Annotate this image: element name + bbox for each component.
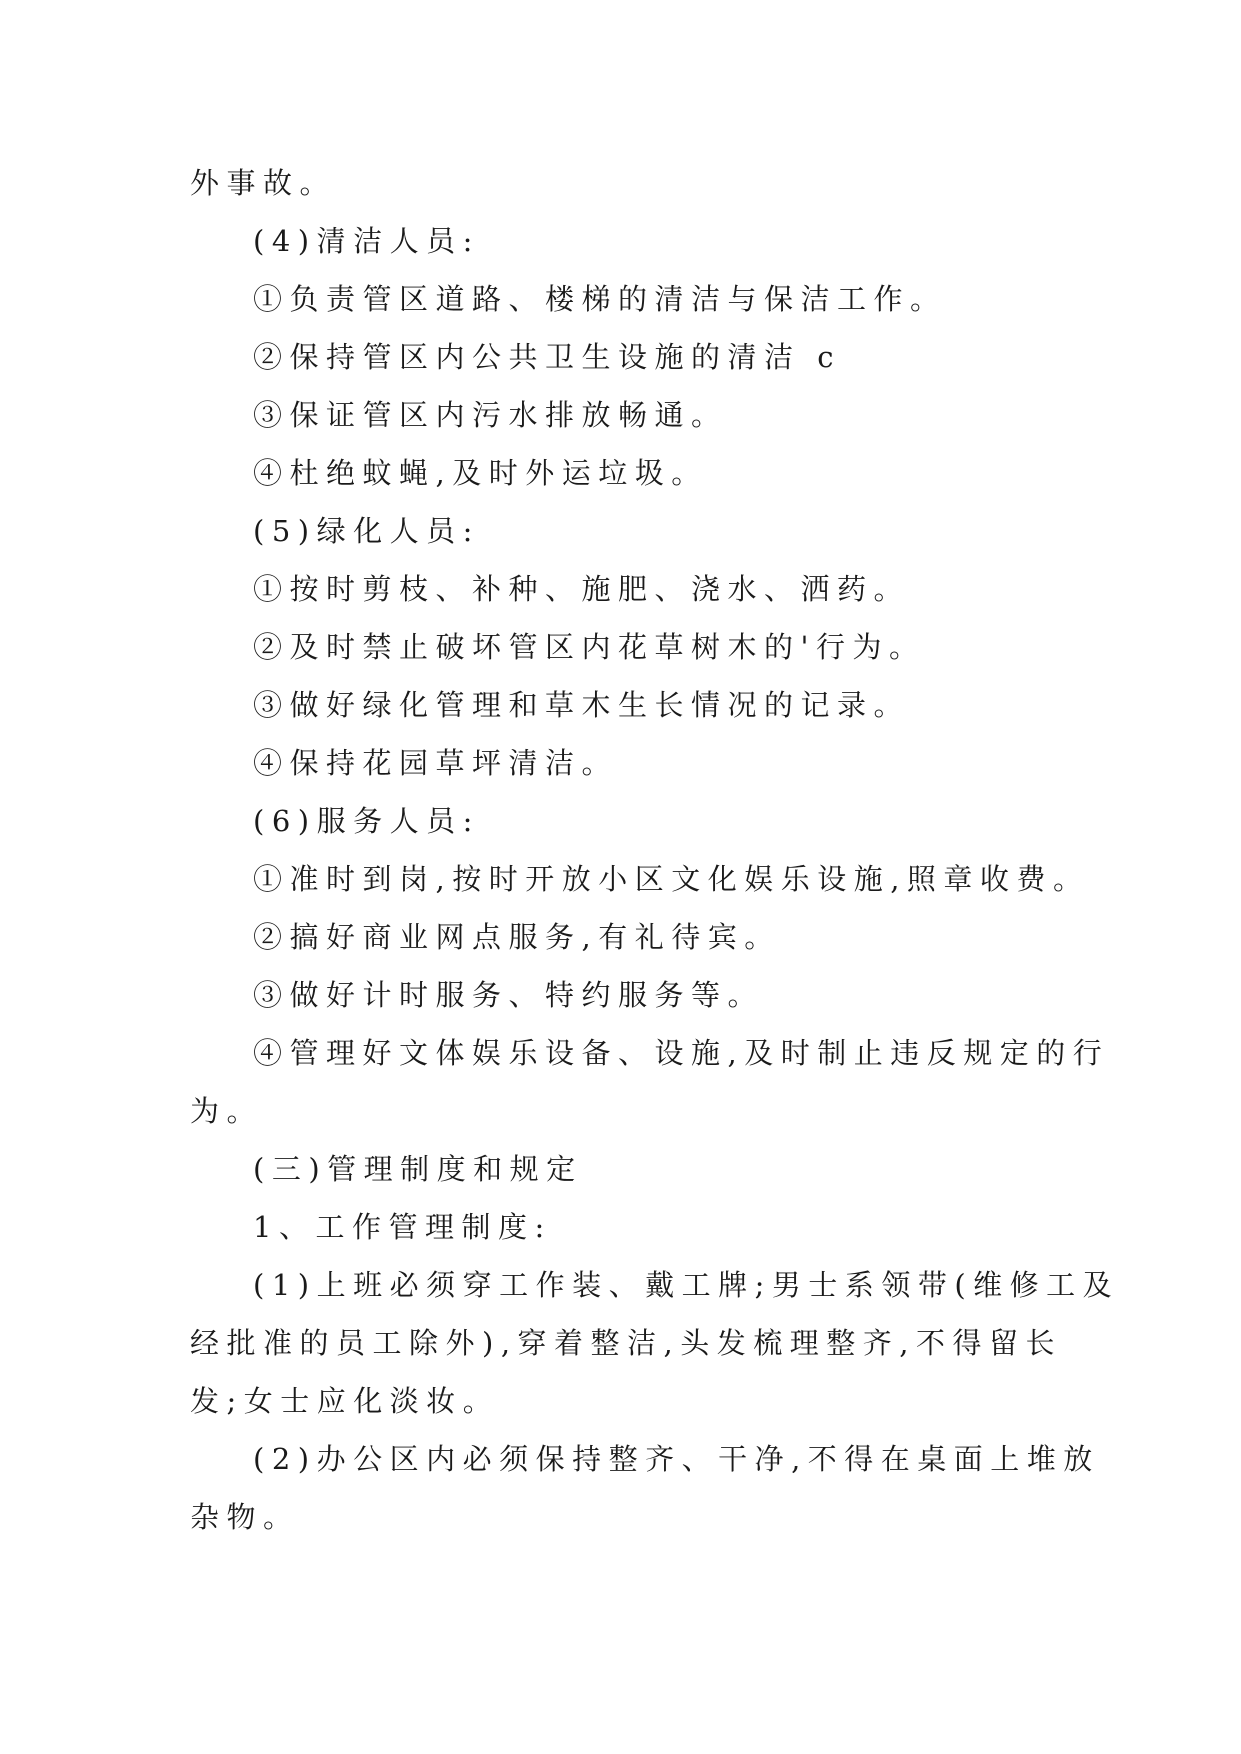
text-line: ②搞好商业网点服务,有礼待宾。 [253, 920, 781, 954]
text-line: 杂物。 [190, 1500, 300, 1534]
text-line: 为。 [190, 1094, 264, 1128]
section-heading: (5)绿化人员: [253, 514, 480, 548]
text-line: 外事故。 [190, 166, 337, 200]
section-heading: (三)管理制度和规定 [253, 1152, 583, 1186]
section-heading: (6)服务人员: [253, 804, 480, 838]
text-line: ②保持管区内公共卫生设施的清洁 c [253, 340, 841, 374]
text-line: ④保持花园草坪清洁。 [253, 746, 619, 780]
text-line: ③做好绿化管理和草木生长情况的记录。 [253, 688, 911, 722]
text-line: 经批准的员工除外),穿着整洁,头发梳理整齐,不得留长 [190, 1326, 1062, 1360]
text-line: ②及时禁止破坏管区内花草树木的'行为。 [253, 630, 926, 664]
text-line: ④杜绝蚊蝇,及时外运垃圾。 [253, 456, 708, 490]
text-line: 发;女士应化淡妆。 [190, 1384, 500, 1418]
text-line: ④管理好文体娱乐设备、设施,及时制止违反规定的行 [253, 1036, 1110, 1070]
text-line: ①负责管区道路、楼梯的清洁与保洁工作。 [253, 282, 947, 316]
text-line: (1)上班必须穿工作装、戴工牌;男士系领带(维修工及 [253, 1268, 1120, 1302]
section-heading: 1、工作管理制度: [253, 1210, 552, 1244]
section-heading: (4)清洁人员: [253, 224, 480, 258]
text-line: ①准时到岗,按时开放小区文化娱乐设施,照章收费。 [253, 862, 1090, 896]
text-line: ③做好计时服务、特约服务等。 [253, 978, 765, 1012]
text-line: (2)办公区内必须保持整齐、干净,不得在桌面上堆放 [253, 1442, 1100, 1476]
text-line: ①按时剪枝、补种、施肥、浇水、洒药。 [253, 572, 911, 606]
document-body [190, 154, 1120, 1546]
text-line: ③保证管区内污水排放畅通。 [253, 398, 728, 432]
